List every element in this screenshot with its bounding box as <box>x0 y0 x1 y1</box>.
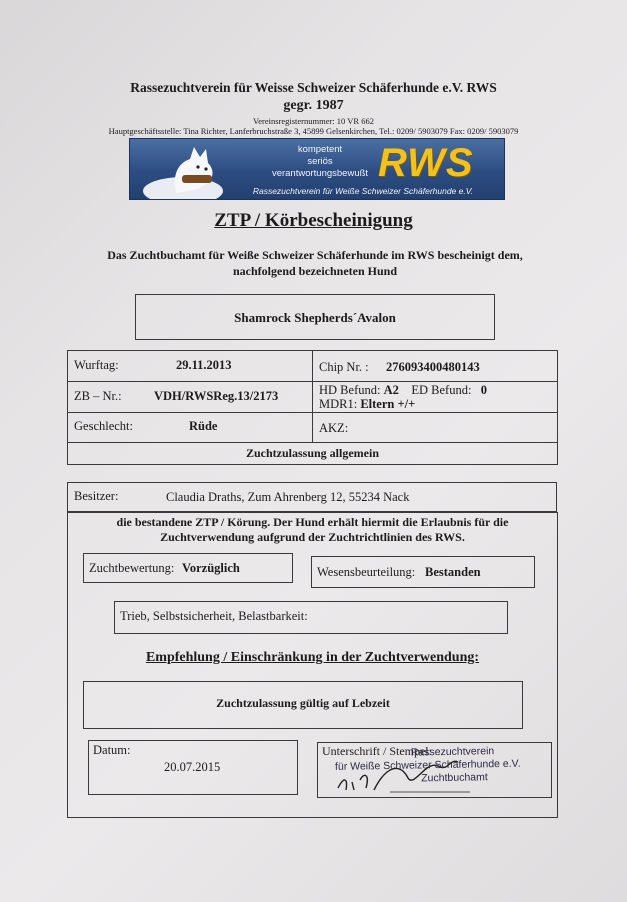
akz-label: AKZ: <box>319 421 349 435</box>
rws-logo-banner <box>129 138 505 200</box>
handwritten-signature-icon <box>330 752 480 796</box>
geschlecht-label: Geschlecht: <box>74 419 134 433</box>
hd-label: HD Befund: <box>319 383 381 397</box>
document-title: ZTP / Körbescheinigung <box>214 210 413 231</box>
register-number: Vereinsregisternummer: 10 VR 662 <box>253 116 374 126</box>
date-value: 20.07.2015 <box>164 760 221 774</box>
wesens-value: Bestanden <box>425 565 481 579</box>
trieb-label: Trieb, Selbstsicherheit, Belastbarkeit: <box>120 609 308 623</box>
org-name: Rassezuchtverein für Weisse Schweizer Schäferhunde e.V. RWS <box>130 80 497 95</box>
intro-line-2: nachfolgend bezeichneten Hund <box>232 264 397 278</box>
stamp-line-3: Zuchtbuchamt <box>421 771 488 785</box>
table-divider <box>312 350 313 442</box>
mdr-label: MDR1: <box>319 397 358 411</box>
stamp-line-1: Rassezuchtverein <box>410 745 495 759</box>
white-shepherd-dog-icon <box>138 143 228 199</box>
chip-label: Chip Nr. : <box>319 360 369 374</box>
signature-label: Unterschrift / Stempel: <box>322 744 432 758</box>
logo-claim-2: seriös <box>307 156 333 167</box>
dog-name: Shamrock Shepherds´Avalon <box>234 310 396 325</box>
chip-value: 276093400480143 <box>386 360 480 374</box>
intro-line-1: Das Zuchtbuchamt für Weiße Schweizer Schäferhunde im RWS bescheinigt dem, <box>107 248 523 262</box>
zb-label: ZB – Nr.: <box>74 389 122 403</box>
empfehlung-heading: Empfehlung / Einschränkung in der Zuchtverwendung: <box>145 650 480 665</box>
owner-label: Besitzer: <box>74 489 119 503</box>
owner-value: Claudia Draths, Zum Ahrenberg 12, 55234 Nack <box>166 490 410 504</box>
mdr-value: Eltern +/+ <box>360 397 416 411</box>
zuchtbewertung-label: Zuchtbewertung: <box>89 561 175 575</box>
wurftag-label: Wurftag: <box>74 358 119 372</box>
ed-label: ED Befund: <box>411 383 472 397</box>
result-line-2: Zuchtverwendung aufgrund der Zuchtrichtlinien des RWS. <box>160 530 465 544</box>
empfehlung-value: Zuchtzulassung gültig auf Lebzeit <box>216 696 390 710</box>
geschlecht-value: Rüde <box>189 419 218 433</box>
founded-year: gegr. 1987 <box>283 98 344 113</box>
logo-subtitle: Rassezuchtverein für Weiße Schweizer Schäferhunde e.V. <box>252 186 474 196</box>
logo-claim-3: verantwortungsbewußt <box>271 168 369 179</box>
hd-value: A2 <box>383 383 399 397</box>
result-statement <box>67 515 558 545</box>
dog-name-box <box>135 294 495 340</box>
logo-brand: RWS <box>378 141 474 185</box>
wesens-label: Wesensbeurteilung: <box>317 565 416 579</box>
mdr1-befund <box>319 397 415 412</box>
stamp-line-2: für Weiße Schweizer Schäferhunde e.V. <box>334 757 521 773</box>
wurftag-value: 29.11.2013 <box>176 358 232 372</box>
date-label: Datum: <box>93 743 131 757</box>
logo-claim-1: kompetent <box>297 144 343 155</box>
table-divider <box>67 442 558 443</box>
zuchtbewertung-value: Vorzüglich <box>182 561 240 575</box>
office-address: Hauptgeschäftsstelle: Tina Richter, Lanferbruchstraße 3, 45899 Gelsenkirchen, Tel.: 0209/ 5903079 Fax: 0209/ 5903079 <box>108 126 519 136</box>
intro-text <box>80 247 550 279</box>
zuchtzulassung-status: Zuchtzulassung allgemein <box>245 446 380 460</box>
zb-value: VDH/RWSReg.13/2173 <box>154 389 279 403</box>
ed-value: 0 <box>480 383 488 397</box>
result-line-1: die bestandene ZTP / Körung. Der Hund erhält hiermit die Erlaubnis für die <box>116 515 509 529</box>
hd-ed-befund <box>319 383 487 398</box>
